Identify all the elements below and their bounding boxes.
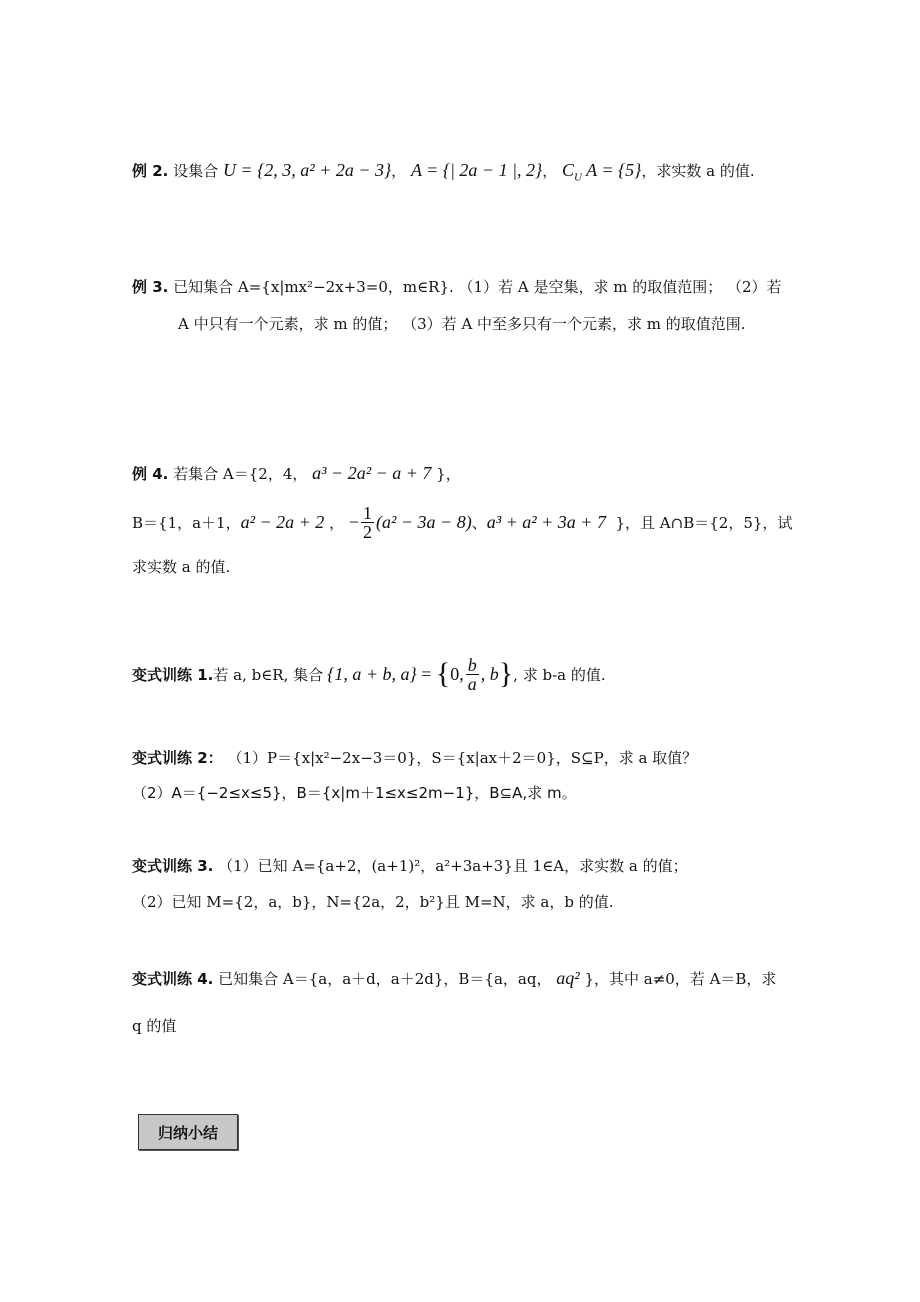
- example-4-poly-1: a³ − 2a² − a + 7: [312, 463, 432, 483]
- variant-4-text-2: q 的值: [132, 1017, 177, 1035]
- example-4-poly-3: (a² − 3a − 8): [376, 511, 472, 532]
- example-4-line-1: [132, 463, 461, 484]
- example-2-set-a: A = {| 2a − 1 |, 2}: [410, 160, 543, 180]
- variant-2-label: 变式训练 2：: [132, 749, 223, 767]
- variant-4-term: aq²: [556, 968, 580, 988]
- example-3-line-1: [132, 276, 782, 297]
- variant-2-line-2: [132, 782, 577, 803]
- variant-4-label: 变式训练 4.: [132, 970, 214, 988]
- variant-3-text-1: （1）已知 A={a+2，(a+1)²，a²+3a+3}且 1∈A，求实数 a 的值；: [218, 857, 688, 875]
- variant-2-line-1: [132, 747, 697, 768]
- example-2-complement: $C_U$ A = {5}: [562, 160, 642, 184]
- example-3-text-1: 已知集合 A={x|mx²−2x+3=0，m∈R}. （1）若 A 是空集，求 m 的取值范围； （2）若: [173, 278, 782, 296]
- variant-1-text-b: , 求 b-a 的值.: [513, 665, 606, 684]
- example-4-text-3: 求实数 a 的值.: [132, 558, 231, 576]
- variant-2-text-2: （2）A＝{−2≤x≤5}，B＝{x|m＋1≤x≤2m−1}，B⊆A,求 m。: [132, 784, 577, 802]
- variant-3-text-2: （2）已知 M={2，a，b}，N={2a，2，b²}且 M=N，求 a，b 的值.: [132, 893, 614, 911]
- example-3-label: 例 3.: [132, 278, 169, 296]
- variant-4-text-1b: }，其中 a≠0，若 A＝B，求: [584, 970, 777, 988]
- example-4-poly-2: a² − 2a + 2: [240, 511, 325, 532]
- variant-1-set-left: {1, a + b, a}: [327, 663, 417, 684]
- variant-4-line-1: [132, 968, 776, 989]
- example-4-text-2a: B＝{1，a＋1，: [132, 513, 241, 532]
- example-2-intro: 设集合: [173, 162, 219, 180]
- variant-3-line-1: [132, 855, 688, 876]
- variant-1-set-right-b: , b: [480, 663, 499, 684]
- variant-4-line-2: [132, 1015, 176, 1036]
- example-4-line-2: B＝{1，a＋1， a² − 2a + 2 ， − $\frac{1}{2}$ (a² − 3a − 8) 、 a³ + a² + 3a + 7 }，且 A∩B＝{2，5}，试: [132, 502, 793, 542]
- example-2: 例 2. 设集合 U = {2, 3, a² + 2a − 3}， A = {| 2a − 1 |, 2}， $C_U$ A = {5}，求实数 a 的值.: [132, 160, 755, 184]
- example-2-label: 例 2.: [132, 162, 169, 180]
- variant-1-label: 变式训练 1.: [132, 665, 214, 684]
- variant-1-fraction: $\frac{b}{a}$: [467, 654, 477, 694]
- example-4-label: 例 4.: [132, 465, 169, 483]
- example-3-line-2: [178, 313, 746, 334]
- variant-3-line-2: [132, 891, 614, 912]
- example-4-text-1b: }，: [436, 465, 461, 483]
- example-4-line-3: [132, 556, 230, 577]
- example-3-text-2: A 中只有一个元素，求 m 的值； （3）若 A 中至多只有一个元素，求 m 的取值范围.: [178, 315, 746, 333]
- example-4-text-1a: 若集合 A＝{2，4，: [173, 465, 308, 483]
- example-2-question: ，求实数 a 的值.: [641, 162, 755, 180]
- example-2-set-u: U = {2, 3, a² + 2a − 3}: [222, 160, 392, 180]
- variant-4-text-1a: 已知集合 A＝{a，a＋d，a＋2d}，B＝{a，aq，: [218, 970, 552, 988]
- variant-1: 变式训练 1. 若 a, b∈R, 集合 {1, a + b, a} = { 0, $\frac{b}{a}$ , b } , 求 b-a 的值.: [132, 654, 606, 694]
- variant-3-label: 变式训练 3.: [132, 857, 214, 875]
- summary-button[interactable]: 归纳小结: [138, 1114, 238, 1150]
- variant-1-set-right-a: 0,: [450, 663, 464, 684]
- variant-1-text-a: 若 a, b∈R, 集合: [213, 665, 324, 684]
- example-4-text-2b: }，且 A∩B＝{2，5}，试: [615, 513, 793, 532]
- variant-2-text-1: （1）P＝{x|x²−2x−3＝0}，S＝{x|ax＋2＝0}，S⊆P，求 a 取值？: [227, 749, 698, 767]
- example-4-poly-4: a³ + a² + 3a + 7: [486, 511, 606, 532]
- example-4-fraction: $\frac{1}{2}$: [363, 502, 373, 542]
